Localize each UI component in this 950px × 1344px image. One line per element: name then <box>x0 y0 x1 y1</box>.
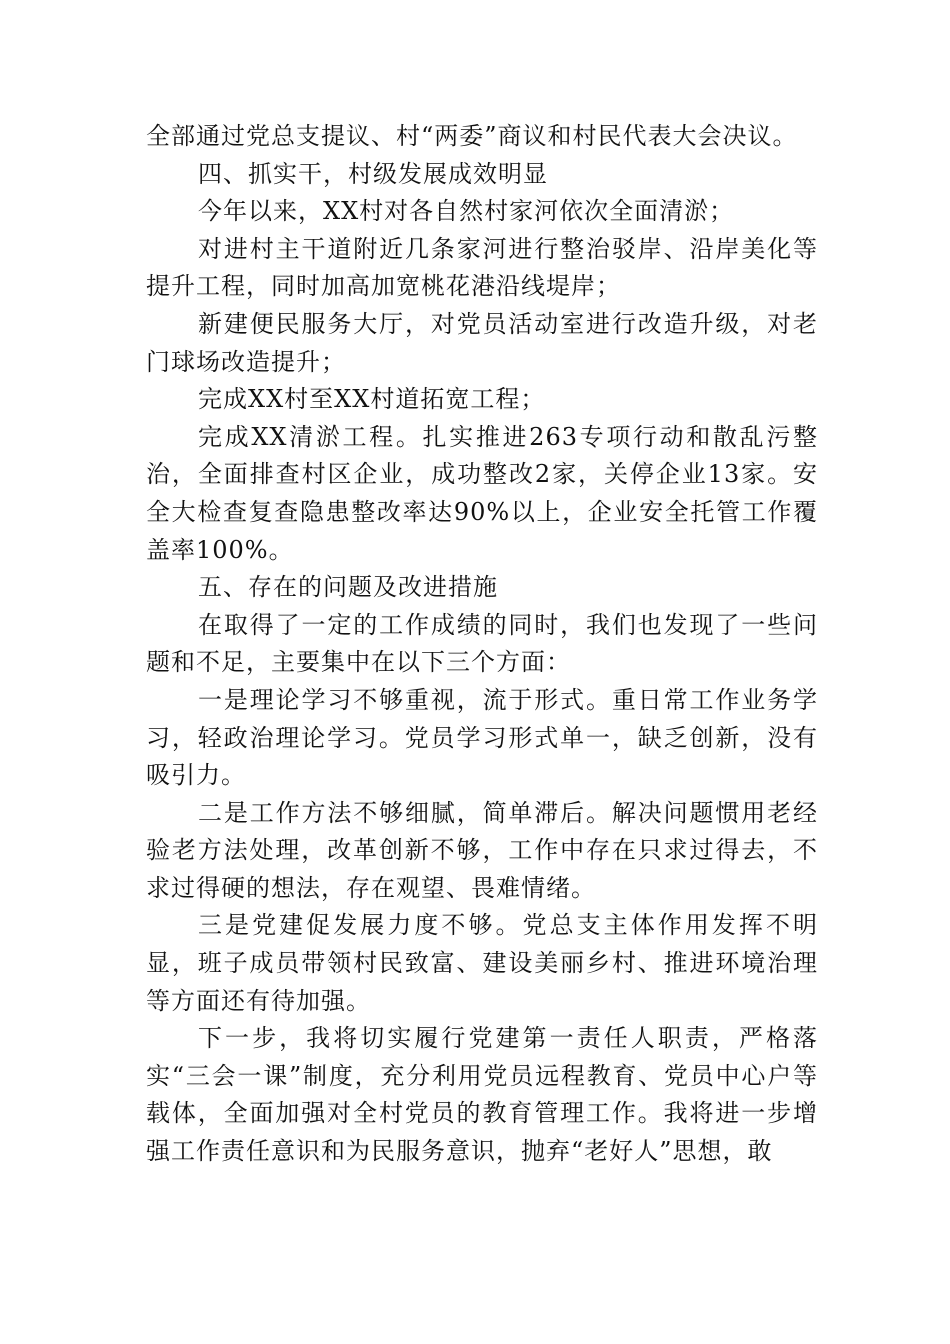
paragraph: 在取得了一定的工作成绩的同时，我们也发现了一些问题和不足，主要集中在以下三个方面： <box>146 610 818 677</box>
paragraph: 今年以来，XX村对各自然村家河依次全面清淤； <box>198 197 735 226</box>
paragraph: 新建便民服务大厅，对党员活动室进行改造升级，对老门球场改造提升； <box>146 309 818 376</box>
paragraph: 完成XX村至XX村道拓宽工程； <box>198 385 546 414</box>
paragraph-continuation: 全部通过党总支提议、村“两委”商议和村民代表大会决议。 <box>146 122 798 150</box>
paragraph: 二是工作方法不够细腻，简单滞后。解决问题惯用老经验老方法处理，改革创新不够，工作中存在只求过得去，不求过得硬的想法，存在观望、畏难情绪。 <box>146 798 818 902</box>
paragraph: 完成XX清淤工程。扎实推进263专项行动和散乱污整治，全面排查村区企业，成功整改2家，关停企业13家。安全大检查复查隐患整改率达90%以上，企业安全托管工作覆盖率100%。 <box>146 422 818 564</box>
paragraph: 下一步，我将切实履行党建第一责任人职责，严格落实“三会一课”制度，充分利用党员远程教育、党员中心户等载体，全面加强对全村党员的教育管理工作。我将进一步增强工作责任意识和为民服务意识，抛弃“老好人”思想，敢 <box>146 1024 818 1166</box>
paragraph: 一是理论学习不够重视，流于形式。重日常工作业务学习，轻政治理论学习。党员学习形式单一，缺乏创新，没有吸引力。 <box>146 685 818 790</box>
paragraph: 三是党建促发展力度不够。党总支主体作用发挥不明显，班子成员带领村民致富、建设美丽乡村、推进环境治理等方面还有待加强。 <box>146 911 818 1015</box>
section-heading-4: 四、抓实干，村级发展成效明显 <box>198 159 548 188</box>
paragraph: 对进村主干道附近几条家河进行整治驳岸、沿岸美化等提升工程，同时加高加宽桃花港沿线堤岸； <box>146 234 818 301</box>
section-heading-5: 五、存在的问题及改进措施 <box>198 573 498 602</box>
document-body <box>146 118 818 1171</box>
